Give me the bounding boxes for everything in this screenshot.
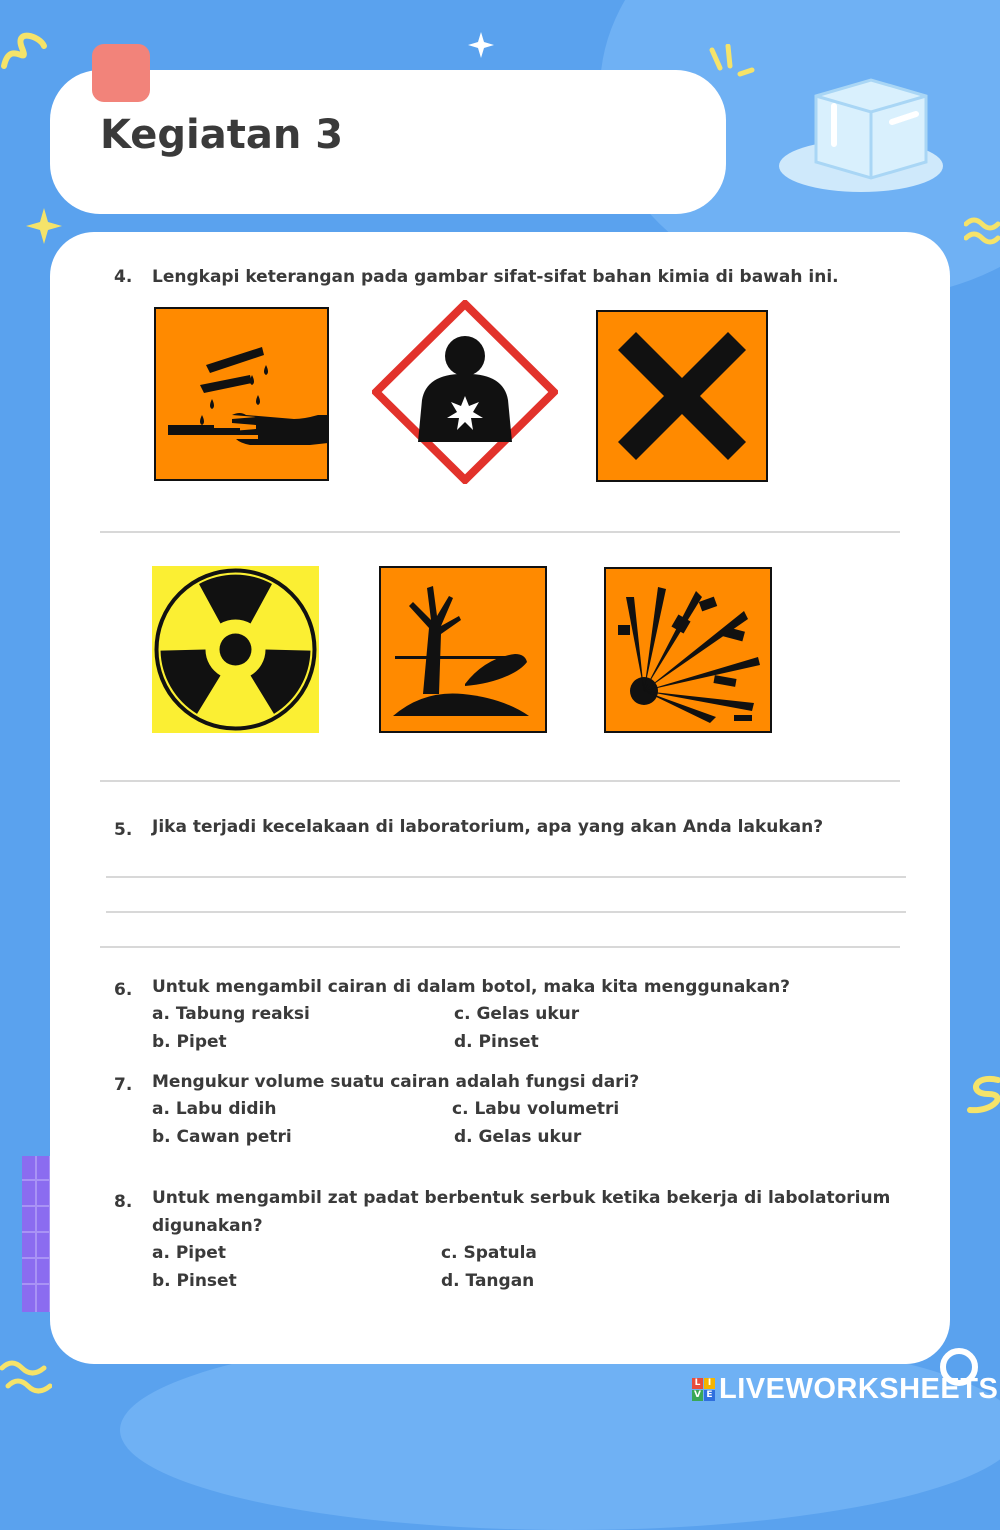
question-6-option-d[interactable]: d. Pinset: [454, 1032, 539, 1052]
answer-line-q5-1[interactable]: [106, 876, 906, 878]
question-4-text: Lengkapi keterangan pada gambar sifat-sifat bahan kimia di bawah ini.: [152, 267, 839, 287]
title-accent-tab: [92, 44, 150, 102]
question-7-option-b[interactable]: b. Cawan petri: [152, 1127, 292, 1147]
explosive-symbol: [604, 567, 772, 733]
brand-name: LIVEWORKSHEETS: [719, 1372, 999, 1405]
live-letter-l: L: [692, 1378, 703, 1389]
shine-lines-icon: [706, 44, 756, 90]
live-letter-i: I: [704, 1378, 715, 1389]
sparkle-icon-top: [468, 32, 494, 58]
question-8-option-d[interactable]: d. Tangan: [441, 1271, 535, 1291]
live-badge-icon: [692, 1378, 715, 1401]
squiggle-doodle-right: [964, 1072, 1000, 1116]
question-7-number: 7.: [114, 1075, 133, 1095]
question-7-option-c[interactable]: c. Labu volumetri: [452, 1099, 620, 1119]
harmful-irritant-symbol: [596, 310, 768, 482]
question-7-text: Mengukur volume suatu cairan adalah fungsi dari?: [152, 1072, 640, 1092]
page-title: Kegiatan 3: [100, 112, 344, 158]
environmental-hazard-symbol: [379, 566, 547, 733]
corrosive-symbol: [154, 307, 329, 481]
wave-doodle-bottom-left: [0, 1356, 52, 1400]
question-7-option-a[interactable]: a. Labu didih: [152, 1099, 277, 1119]
answer-line-q5-2[interactable]: [106, 911, 906, 913]
question-8-text-line-2: digunakan?: [152, 1216, 263, 1236]
question-7-option-d[interactable]: d. Gelas ukur: [454, 1127, 582, 1147]
question-8-text-line-1: Untuk mengambil zat padat berbentuk serbuk ketika bekerja di labolatorium: [152, 1188, 891, 1208]
question-5-number: 5.: [114, 820, 133, 840]
question-4-number: 4.: [114, 267, 133, 287]
liveworksheets-logo[interactable]: [692, 1372, 998, 1406]
squiggle-doodle-top-left: [0, 28, 48, 78]
question-6-option-a[interactable]: a. Tabung reaksi: [152, 1004, 310, 1024]
question-6-text: Untuk mengambil cairan di dalam botol, maka kita menggunakan?: [152, 977, 791, 997]
question-6-option-b[interactable]: b. Pipet: [152, 1032, 227, 1052]
wave-doodle-right: [964, 214, 1000, 248]
question-6-number: 6.: [114, 980, 133, 1000]
question-6-option-c[interactable]: c. Gelas ukur: [454, 1004, 580, 1024]
question-8-option-b[interactable]: b. Pinset: [152, 1271, 237, 1291]
live-letter-e: E: [704, 1390, 715, 1401]
question-8-option-c[interactable]: c. Spatula: [441, 1243, 537, 1263]
question-5-text: Jika terjadi kecelakaan di laboratorium, apa yang akan Anda lakukan?: [152, 817, 824, 837]
answer-line-q5-3[interactable]: [100, 946, 900, 948]
radioactive-symbol: [152, 566, 319, 733]
sparkle-icon-left: [26, 208, 62, 244]
question-8-number: 8.: [114, 1192, 133, 1212]
answer-line-q4-row1[interactable]: [100, 531, 900, 533]
answer-line-q4-row2[interactable]: [100, 780, 900, 782]
health-hazard-symbol: [372, 300, 558, 484]
live-letter-v: V: [692, 1390, 703, 1401]
question-8-option-a[interactable]: a. Pipet: [152, 1243, 226, 1263]
ice-cube-illustration: [776, 66, 946, 202]
